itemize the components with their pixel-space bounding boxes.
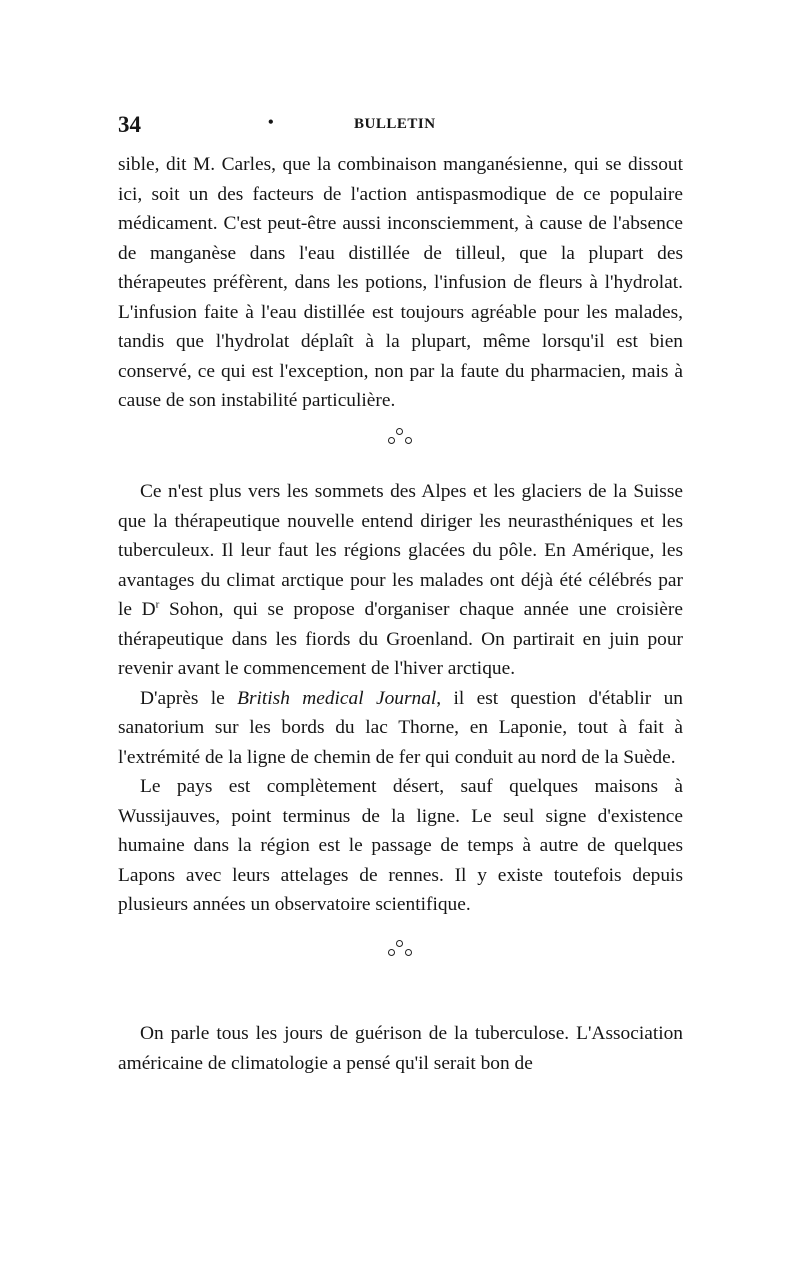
doctor-abbrev-superscript: r [155,598,160,611]
section-separator-2 [380,940,420,964]
paragraph-3-text-before: D'après le [140,687,238,709]
running-head: BULLETIN [354,116,436,132]
page-number: 34 [118,112,141,137]
separator-ring-icon [388,949,395,956]
separator-ring-icon [405,437,412,444]
text-block-3 [118,1019,683,1078]
header-dot: • [268,114,274,131]
paragraph-2-text: Ce n'est plus vers les sommets des Alpes et les glaciers de la Suisse que la thérapeutique nouvelle entend diriger les neurasthéniques et les tuberculeux. Il leur faut les régions glacées du pôle. En Amérique, les avantages du climat arctique pour les malades ont déjà été célébrés par le D [118,481,683,620]
page-header [118,112,683,142]
paragraph-4: Le pays est complètement désert, sauf quelques maisons à Wussijauves, point terminus de la ligne. Le seul signe d'existence humaine dans la région est le passage de temps à autre de quelques Lapons avec leurs attelages de rennes. Il y existe toutefois depuis plusieurs années un observatoire scientifique. [118,776,683,915]
separator-ring-icon [388,437,395,444]
text-block-1 [118,150,683,416]
paragraph-2-text-after: Sohon, qui se propose d'organiser chaque année une croisière thérapeutique dans les fiords du Groenland. On partirait en juin pour revenir avant le commencement de l'hiver arctique. [118,599,683,679]
journal-title: British medical Journal [237,687,437,709]
paragraph-5: On parle tous les jours de guérison de la tuberculose. L'Association américaine de climatologie a pensé qu'il serait bon de [118,1023,683,1074]
separator-ring-icon [405,949,412,956]
paragraph-1: sible, dit M. Carles, que la combinaison manganésienne, qui se dissout ici, soit un des facteurs de l'action antispasmodique de ce populaire médicament. C'est peut-être aussi inconsciemment, à cause de l'absence de manganèse dans l'eau distillée de tilleul, que la plupart des thérapeutes préfèrent, dans les potions, l'infusion de fleurs à l'hydrolat. L'infusion faite à l'eau distillée est toujours agréable pour les malades, tandis que l'hydrolat déplaît à la plupart, même lorsqu'il est bien conservé, ce qui est l'exception, non par la faute du pharmacien, mais à cause de son instabilité particulière. [118,154,683,411]
paragraph-3-text-after: , il est question d'établir un sanatorium sur les bords du lac Thorne, en Laponie, tout à fait à l'extrémité de la ligne de chemin de fer qui conduit au nord de la Suède. [118,687,683,768]
separator-ring-icon [396,940,403,947]
paragraph-2 [118,477,683,684]
text-block-2 [118,477,683,920]
paragraph-3 [118,684,683,773]
separator-ring-icon [396,428,403,435]
section-separator-1 [380,428,420,452]
